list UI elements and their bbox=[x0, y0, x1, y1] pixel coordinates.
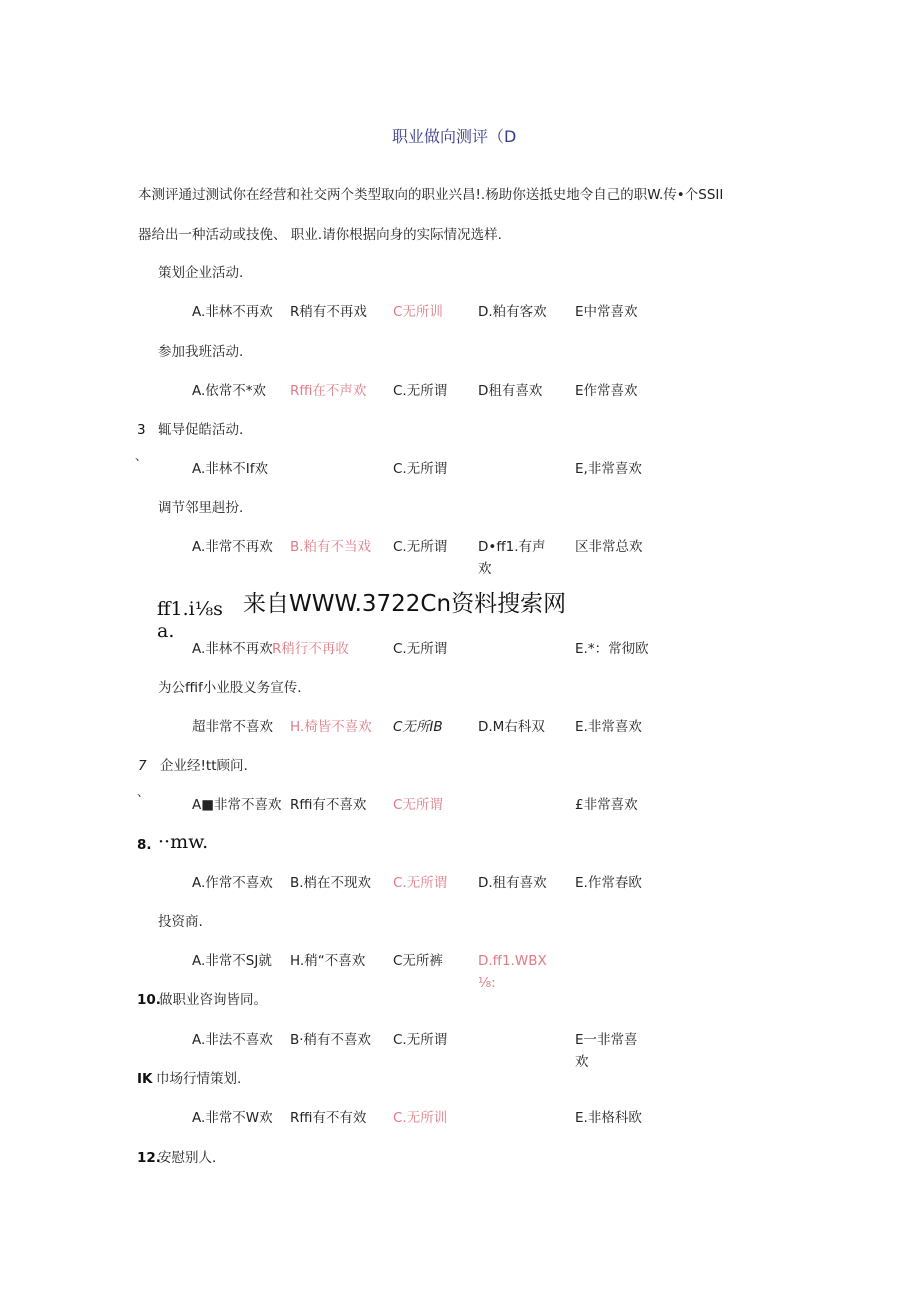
question-11-number: IK bbox=[137, 1071, 153, 1087]
q8-option-d[interactable]: D.租有喜欢 bbox=[478, 875, 547, 891]
q1-option-c[interactable]: C无所训 bbox=[393, 304, 443, 320]
q8-option-b[interactable]: B.梢在不现欢 bbox=[290, 875, 372, 891]
question-9-text: 投资商. bbox=[158, 914, 203, 930]
question-7-text: 企业经!tt顾问. bbox=[160, 758, 248, 774]
q11-option-e[interactable]: E.非格科欧 bbox=[575, 1110, 642, 1126]
q7-option-c[interactable]: C无所谓 bbox=[393, 797, 443, 813]
intro-line-1: 本测评通过测试你在经营和社交两个类型取向的职业兴昌!.杨助你送抵史地令自己的职W.传•个SSII bbox=[138, 187, 724, 203]
q5-option-b[interactable]: R稍行不再收 bbox=[272, 641, 349, 657]
question-3-mark: 、 bbox=[135, 449, 148, 463]
q2-option-c[interactable]: C.无所谓 bbox=[393, 383, 448, 399]
intro-line-2: 器给出一种活动或技俛、 职业.请你根据向身的实际情况选样. bbox=[138, 227, 502, 243]
q2-option-d[interactable]: D租有喜欢 bbox=[478, 383, 543, 399]
q1-option-a[interactable]: A.非林不再欢 bbox=[192, 304, 273, 320]
q7-option-e[interactable]: £非常喜欢 bbox=[575, 797, 638, 813]
question-6-text: 为公ffif小业股义务宣传. bbox=[158, 680, 302, 696]
q5-option-e[interactable]: E.*：常彻欧 bbox=[575, 641, 649, 657]
q3-option-c[interactable]: C.无所谓 bbox=[393, 461, 448, 477]
q5-option-a[interactable]: A.非林不再欢 bbox=[192, 641, 273, 657]
question-12-text: 安慰别人. bbox=[158, 1150, 217, 1166]
q4-option-d[interactable]: D•ff1.有声 bbox=[478, 539, 546, 555]
q1-option-b[interactable]: R稍有不再戏 bbox=[290, 304, 367, 320]
q8-option-a[interactable]: A.作常不喜欢 bbox=[192, 875, 273, 891]
q9-option-a[interactable]: A.非常不SJ就 bbox=[192, 953, 272, 969]
q2-option-a[interactable]: A.依常不*欢 bbox=[192, 383, 267, 399]
question-4-text: 调节邻里赳扮. bbox=[158, 500, 244, 516]
q5-option-c[interactable]: C.无所谓 bbox=[393, 641, 448, 657]
q10-option-e-cont: 欢 bbox=[575, 1054, 589, 1070]
q8-option-c[interactable]: C.无所谓 bbox=[393, 875, 448, 891]
q10-option-b[interactable]: B·稍有不喜欢 bbox=[290, 1032, 372, 1048]
q8-option-e[interactable]: E.作常春欧 bbox=[575, 875, 642, 891]
question-1-text: 策划企业活动. bbox=[158, 265, 244, 281]
q4-option-d-cont: 欢 bbox=[478, 561, 492, 577]
q9-option-d[interactable]: D.ff1.WBX bbox=[478, 953, 547, 969]
q10-option-e[interactable]: E一非常喜 bbox=[575, 1032, 638, 1048]
q1-option-e[interactable]: E中常喜欢 bbox=[575, 304, 638, 320]
q9-option-b[interactable]: H.稍“不喜欢 bbox=[290, 953, 366, 969]
question-11-text: 巾场行情策划. bbox=[156, 1071, 242, 1087]
q4-option-e[interactable]: 区非常总欢 bbox=[575, 539, 643, 555]
question-8-text: ··mw. bbox=[158, 831, 209, 853]
question-8-number: 8. bbox=[137, 837, 152, 853]
q11-option-b[interactable]: Rffi有不有效 bbox=[290, 1110, 367, 1126]
question-3-number: 3 bbox=[137, 422, 146, 438]
question-5-number: ff1.i⅛s bbox=[157, 598, 223, 620]
q10-option-a[interactable]: A.非法不喜欢 bbox=[192, 1032, 273, 1048]
q6-option-d[interactable]: D.M右科双 bbox=[478, 719, 545, 735]
question-7-mark: 、 bbox=[137, 785, 150, 799]
q1-option-d[interactable]: D.粕有客欢 bbox=[478, 304, 547, 320]
question-2-text: 参加我班活动. bbox=[158, 344, 244, 360]
question-12-number: 12. bbox=[137, 1150, 161, 1166]
q6-option-e[interactable]: E.非常喜欢 bbox=[575, 719, 642, 735]
page-title: 职业做向测评（D bbox=[392, 127, 517, 146]
q9-option-d-cont: ⅛: bbox=[478, 975, 496, 991]
question-10-number: 10. bbox=[137, 992, 161, 1008]
q2-option-b[interactable]: Rffi在不声欢 bbox=[290, 383, 367, 399]
q11-option-a[interactable]: A.非常不W欢 bbox=[192, 1110, 273, 1126]
question-10-text: 做职业咨询皆同。 bbox=[159, 992, 267, 1008]
q4-option-a[interactable]: A.非常不再欢 bbox=[192, 539, 273, 555]
q4-option-b[interactable]: B.粕有不当戏 bbox=[290, 539, 372, 555]
watermark-text: 来自WWW.3722Cn资料搜索网 bbox=[243, 591, 567, 617]
question-3-text: 辄导促皓活动. bbox=[158, 422, 244, 438]
question-7-number: 7 bbox=[138, 758, 147, 774]
q7-option-a[interactable]: A■非常不喜欢 bbox=[192, 797, 282, 813]
q4-option-c[interactable]: C.无所谓 bbox=[393, 539, 448, 555]
q7-option-b[interactable]: Rffi有不喜欢 bbox=[290, 797, 367, 813]
q3-option-a[interactable]: A.非林不If欢 bbox=[192, 461, 269, 477]
question-5-text: a. bbox=[157, 620, 175, 642]
q6-option-b[interactable]: H.椅皆不喜欢 bbox=[290, 719, 372, 735]
q6-option-c[interactable]: C无所IB bbox=[393, 719, 443, 735]
q3-option-e[interactable]: E,非常喜欢 bbox=[575, 461, 642, 477]
q6-option-a[interactable]: 超非常不喜欢 bbox=[192, 719, 273, 735]
q11-option-c[interactable]: C.无所训 bbox=[393, 1110, 448, 1126]
q9-option-c[interactable]: C无所裤 bbox=[393, 953, 443, 969]
q10-option-c[interactable]: C.无所谓 bbox=[393, 1032, 448, 1048]
q2-option-e[interactable]: E作常喜欢 bbox=[575, 383, 638, 399]
